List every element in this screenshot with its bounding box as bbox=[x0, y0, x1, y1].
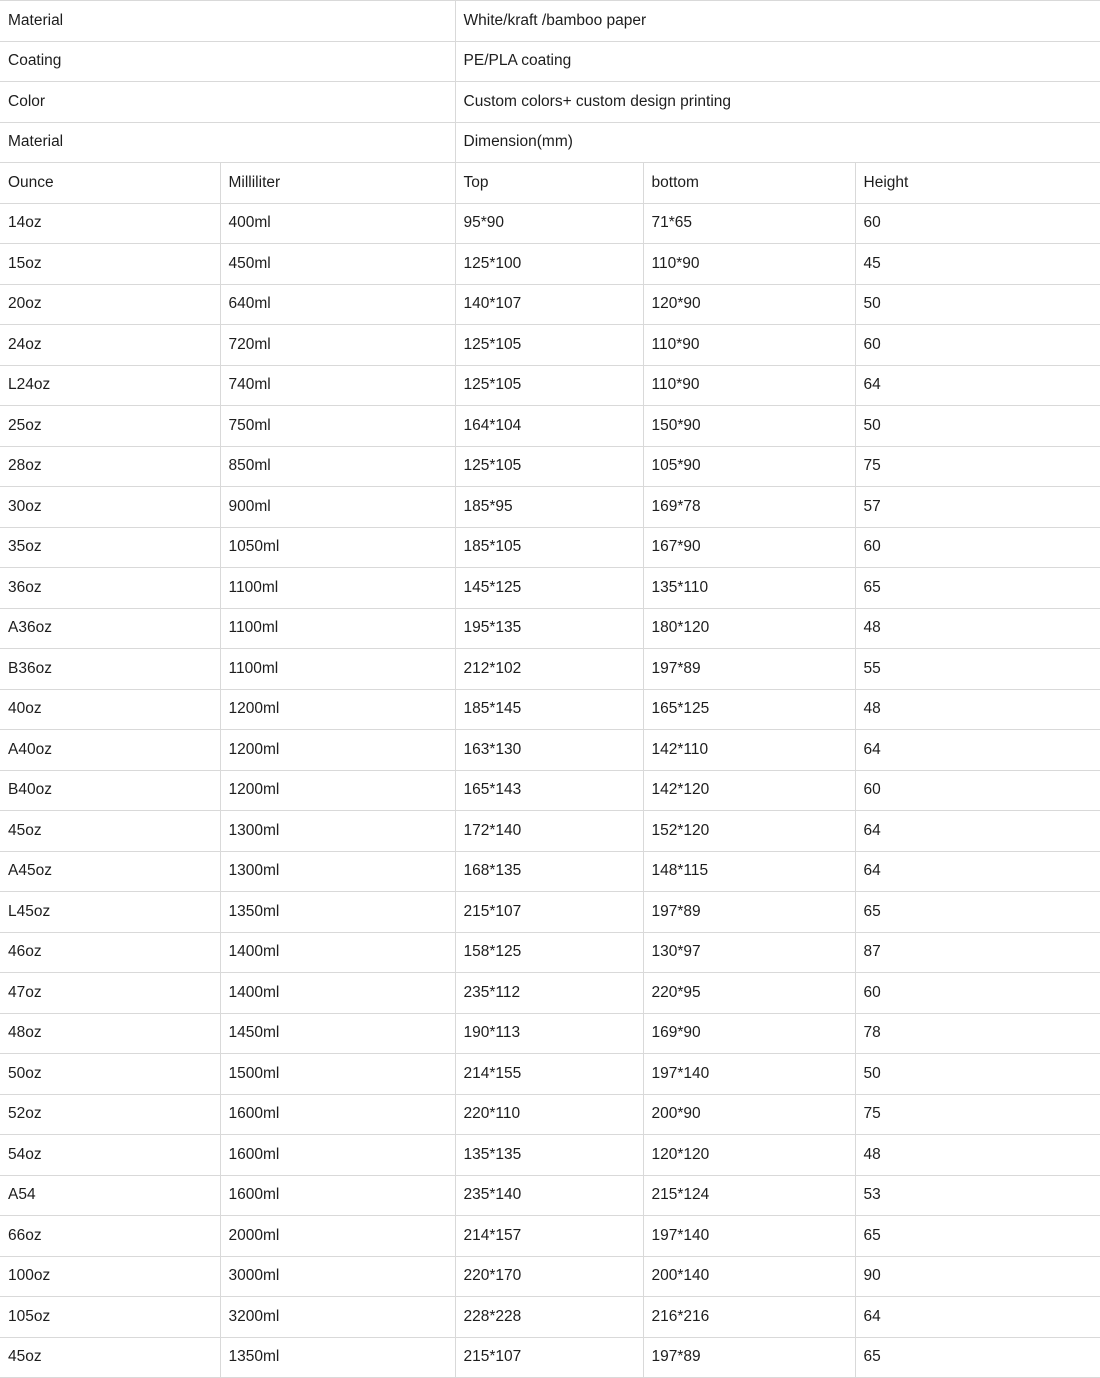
table-body bbox=[0, 1, 1100, 204]
cell-top: 212*102 bbox=[455, 649, 643, 690]
cell-milliliter: 720ml bbox=[220, 325, 455, 366]
cell-ounce: 20oz bbox=[0, 284, 220, 325]
cell-top: 195*135 bbox=[455, 608, 643, 649]
cell-milliliter: 1300ml bbox=[220, 851, 455, 892]
cell-top: 235*140 bbox=[455, 1175, 643, 1216]
cell-ounce: 36oz bbox=[0, 568, 220, 609]
cell-bottom: 110*90 bbox=[643, 244, 855, 285]
cell-bottom: 197*89 bbox=[643, 649, 855, 690]
table-row bbox=[0, 1013, 1100, 1054]
cell-ounce: 28oz bbox=[0, 446, 220, 487]
cell-bottom: 120*120 bbox=[643, 1135, 855, 1176]
cell-milliliter: 850ml bbox=[220, 446, 455, 487]
cell-bottom: 200*90 bbox=[643, 1094, 855, 1135]
column-header-height: Height bbox=[855, 163, 1100, 204]
cell-height: 64 bbox=[855, 811, 1100, 852]
material-label: Material bbox=[0, 1, 455, 42]
cell-milliliter: 740ml bbox=[220, 365, 455, 406]
cell-height: 45 bbox=[855, 244, 1100, 285]
cell-height: 78 bbox=[855, 1013, 1100, 1054]
cell-ounce: A45oz bbox=[0, 851, 220, 892]
cell-milliliter: 450ml bbox=[220, 244, 455, 285]
cell-height: 53 bbox=[855, 1175, 1100, 1216]
cell-milliliter: 1500ml bbox=[220, 1054, 455, 1095]
cell-ounce: 66oz bbox=[0, 1216, 220, 1257]
table-row bbox=[0, 1054, 1100, 1095]
cell-ounce: 46oz bbox=[0, 932, 220, 973]
cell-top: 168*135 bbox=[455, 851, 643, 892]
column-header-milliliter: Milliliter bbox=[220, 163, 455, 204]
cell-bottom: 110*90 bbox=[643, 365, 855, 406]
cell-height: 50 bbox=[855, 1054, 1100, 1095]
cell-height: 60 bbox=[855, 973, 1100, 1014]
table-row bbox=[0, 730, 1100, 771]
table-row bbox=[0, 649, 1100, 690]
column-header-ounce: Ounce bbox=[0, 163, 220, 204]
cell-bottom: 152*120 bbox=[643, 811, 855, 852]
cell-bottom: 150*90 bbox=[643, 406, 855, 447]
cell-top: 140*107 bbox=[455, 284, 643, 325]
cell-ounce: B40oz bbox=[0, 770, 220, 811]
cell-height: 48 bbox=[855, 608, 1100, 649]
cell-height: 64 bbox=[855, 365, 1100, 406]
coating-label: Coating bbox=[0, 41, 455, 82]
cell-ounce: 25oz bbox=[0, 406, 220, 447]
cell-ounce: 30oz bbox=[0, 487, 220, 528]
cell-bottom: 165*125 bbox=[643, 689, 855, 730]
cell-bottom: 135*110 bbox=[643, 568, 855, 609]
cell-ounce: A36oz bbox=[0, 608, 220, 649]
table-row bbox=[0, 1135, 1100, 1176]
cell-top: 185*95 bbox=[455, 487, 643, 528]
cell-height: 64 bbox=[855, 851, 1100, 892]
cell-bottom: 197*140 bbox=[643, 1216, 855, 1257]
dimension-value: Dimension(mm) bbox=[455, 122, 1100, 163]
cell-top: 95*90 bbox=[455, 203, 643, 244]
cell-milliliter: 1100ml bbox=[220, 649, 455, 690]
table-row bbox=[0, 1175, 1100, 1216]
cell-ounce: 15oz bbox=[0, 244, 220, 285]
cell-bottom: 197*140 bbox=[643, 1054, 855, 1095]
table-row bbox=[0, 406, 1100, 447]
cell-milliliter: 1100ml bbox=[220, 568, 455, 609]
cell-ounce: 45oz bbox=[0, 1337, 220, 1378]
cell-milliliter: 1300ml bbox=[220, 811, 455, 852]
table-row bbox=[0, 568, 1100, 609]
table-row bbox=[0, 41, 1100, 82]
table-row bbox=[0, 1256, 1100, 1297]
material-dimension-label: Material bbox=[0, 122, 455, 163]
cell-height: 60 bbox=[855, 770, 1100, 811]
cell-bottom: 197*89 bbox=[643, 1337, 855, 1378]
cell-ounce: A54 bbox=[0, 1175, 220, 1216]
table-row bbox=[0, 811, 1100, 852]
cell-milliliter: 1050ml bbox=[220, 527, 455, 568]
cell-height: 48 bbox=[855, 1135, 1100, 1176]
cell-height: 65 bbox=[855, 1337, 1100, 1378]
column-header-bottom: bottom bbox=[643, 163, 855, 204]
table-row bbox=[0, 527, 1100, 568]
cell-ounce: 52oz bbox=[0, 1094, 220, 1135]
cell-ounce: 40oz bbox=[0, 689, 220, 730]
cell-height: 90 bbox=[855, 1256, 1100, 1297]
cell-bottom: 180*120 bbox=[643, 608, 855, 649]
cell-milliliter: 1200ml bbox=[220, 689, 455, 730]
cell-ounce: 14oz bbox=[0, 203, 220, 244]
cell-milliliter: 2000ml bbox=[220, 1216, 455, 1257]
cell-top: 125*105 bbox=[455, 325, 643, 366]
table-row bbox=[0, 1297, 1100, 1338]
table-row bbox=[0, 1337, 1100, 1378]
material-value: White/kraft /bamboo paper bbox=[455, 1, 1100, 42]
cell-milliliter: 3000ml bbox=[220, 1256, 455, 1297]
cell-bottom: 120*90 bbox=[643, 284, 855, 325]
cell-bottom: 130*97 bbox=[643, 932, 855, 973]
table-row bbox=[0, 892, 1100, 933]
cell-top: 172*140 bbox=[455, 811, 643, 852]
cell-height: 64 bbox=[855, 1297, 1100, 1338]
cell-height: 50 bbox=[855, 406, 1100, 447]
cell-height: 65 bbox=[855, 892, 1100, 933]
cell-top: 215*107 bbox=[455, 1337, 643, 1378]
coating-value: PE/PLA coating bbox=[455, 41, 1100, 82]
table-row bbox=[0, 446, 1100, 487]
cell-bottom: 220*95 bbox=[643, 973, 855, 1014]
cell-height: 87 bbox=[855, 932, 1100, 973]
cell-height: 60 bbox=[855, 325, 1100, 366]
cell-bottom: 105*90 bbox=[643, 446, 855, 487]
cell-top: 145*125 bbox=[455, 568, 643, 609]
cell-bottom: 71*65 bbox=[643, 203, 855, 244]
table-row bbox=[0, 122, 1100, 163]
cell-top: 214*157 bbox=[455, 1216, 643, 1257]
cell-height: 60 bbox=[855, 527, 1100, 568]
color-label: Color bbox=[0, 82, 455, 123]
cell-ounce: 47oz bbox=[0, 973, 220, 1014]
cell-ounce: 54oz bbox=[0, 1135, 220, 1176]
table-row bbox=[0, 1094, 1100, 1135]
cell-top: 185*105 bbox=[455, 527, 643, 568]
table-row bbox=[0, 82, 1100, 123]
cell-ounce: L24oz bbox=[0, 365, 220, 406]
cell-milliliter: 900ml bbox=[220, 487, 455, 528]
cell-milliliter: 1600ml bbox=[220, 1175, 455, 1216]
table-row bbox=[0, 487, 1100, 528]
table-row bbox=[0, 689, 1100, 730]
table-row bbox=[0, 1216, 1100, 1257]
cell-ounce: A40oz bbox=[0, 730, 220, 771]
cell-height: 55 bbox=[855, 649, 1100, 690]
cell-ounce: 100oz bbox=[0, 1256, 220, 1297]
cell-ounce: 24oz bbox=[0, 325, 220, 366]
cell-height: 57 bbox=[855, 487, 1100, 528]
cell-milliliter: 1350ml bbox=[220, 892, 455, 933]
cell-height: 65 bbox=[855, 568, 1100, 609]
cell-ounce: 35oz bbox=[0, 527, 220, 568]
table-row bbox=[0, 851, 1100, 892]
cell-top: 215*107 bbox=[455, 892, 643, 933]
cell-milliliter: 1100ml bbox=[220, 608, 455, 649]
cell-top: 220*170 bbox=[455, 1256, 643, 1297]
table-row bbox=[0, 203, 1100, 244]
table-header-row bbox=[0, 163, 1100, 204]
cell-height: 65 bbox=[855, 1216, 1100, 1257]
table-row bbox=[0, 608, 1100, 649]
data-rows bbox=[0, 203, 1100, 1378]
column-header-top: Top bbox=[455, 163, 643, 204]
table-row bbox=[0, 973, 1100, 1014]
cell-ounce: 50oz bbox=[0, 1054, 220, 1095]
cell-bottom: 142*110 bbox=[643, 730, 855, 771]
cell-milliliter: 1600ml bbox=[220, 1094, 455, 1135]
cell-bottom: 167*90 bbox=[643, 527, 855, 568]
cell-top: 135*135 bbox=[455, 1135, 643, 1176]
cell-milliliter: 640ml bbox=[220, 284, 455, 325]
cell-ounce: 45oz bbox=[0, 811, 220, 852]
cell-height: 48 bbox=[855, 689, 1100, 730]
cell-bottom: 169*78 bbox=[643, 487, 855, 528]
cell-milliliter: 1400ml bbox=[220, 932, 455, 973]
cell-top: 228*228 bbox=[455, 1297, 643, 1338]
cell-top: 163*130 bbox=[455, 730, 643, 771]
table-row bbox=[0, 325, 1100, 366]
cell-ounce: L45oz bbox=[0, 892, 220, 933]
cell-milliliter: 1400ml bbox=[220, 973, 455, 1014]
cell-top: 125*100 bbox=[455, 244, 643, 285]
cell-height: 60 bbox=[855, 203, 1100, 244]
cell-height: 75 bbox=[855, 1094, 1100, 1135]
cell-top: 164*104 bbox=[455, 406, 643, 447]
cell-top: 190*113 bbox=[455, 1013, 643, 1054]
cell-milliliter: 1200ml bbox=[220, 770, 455, 811]
cell-bottom: 215*124 bbox=[643, 1175, 855, 1216]
cell-top: 125*105 bbox=[455, 446, 643, 487]
table-row bbox=[0, 284, 1100, 325]
cell-bottom: 110*90 bbox=[643, 325, 855, 366]
cell-milliliter: 750ml bbox=[220, 406, 455, 447]
cell-milliliter: 1600ml bbox=[220, 1135, 455, 1176]
cell-bottom: 197*89 bbox=[643, 892, 855, 933]
cell-bottom: 216*216 bbox=[643, 1297, 855, 1338]
cell-top: 125*105 bbox=[455, 365, 643, 406]
cell-top: 165*143 bbox=[455, 770, 643, 811]
cell-ounce: 105oz bbox=[0, 1297, 220, 1338]
cell-height: 75 bbox=[855, 446, 1100, 487]
cell-milliliter: 1200ml bbox=[220, 730, 455, 771]
cell-milliliter: 3200ml bbox=[220, 1297, 455, 1338]
cell-bottom: 148*115 bbox=[643, 851, 855, 892]
table-row bbox=[0, 1, 1100, 42]
table-row bbox=[0, 932, 1100, 973]
cell-top: 185*145 bbox=[455, 689, 643, 730]
cell-milliliter: 1350ml bbox=[220, 1337, 455, 1378]
cell-bottom: 169*90 bbox=[643, 1013, 855, 1054]
cell-top: 220*110 bbox=[455, 1094, 643, 1135]
cell-top: 235*112 bbox=[455, 973, 643, 1014]
cell-ounce: 48oz bbox=[0, 1013, 220, 1054]
table-row bbox=[0, 244, 1100, 285]
cell-milliliter: 400ml bbox=[220, 203, 455, 244]
table-row bbox=[0, 365, 1100, 406]
cell-top: 158*125 bbox=[455, 932, 643, 973]
cell-milliliter: 1450ml bbox=[220, 1013, 455, 1054]
cell-top: 214*155 bbox=[455, 1054, 643, 1095]
cell-bottom: 200*140 bbox=[643, 1256, 855, 1297]
cell-height: 64 bbox=[855, 730, 1100, 771]
color-value: Custom colors+ custom design printing bbox=[455, 82, 1100, 123]
cell-height: 50 bbox=[855, 284, 1100, 325]
cell-ounce: B36oz bbox=[0, 649, 220, 690]
table-row bbox=[0, 770, 1100, 811]
cell-bottom: 142*120 bbox=[643, 770, 855, 811]
